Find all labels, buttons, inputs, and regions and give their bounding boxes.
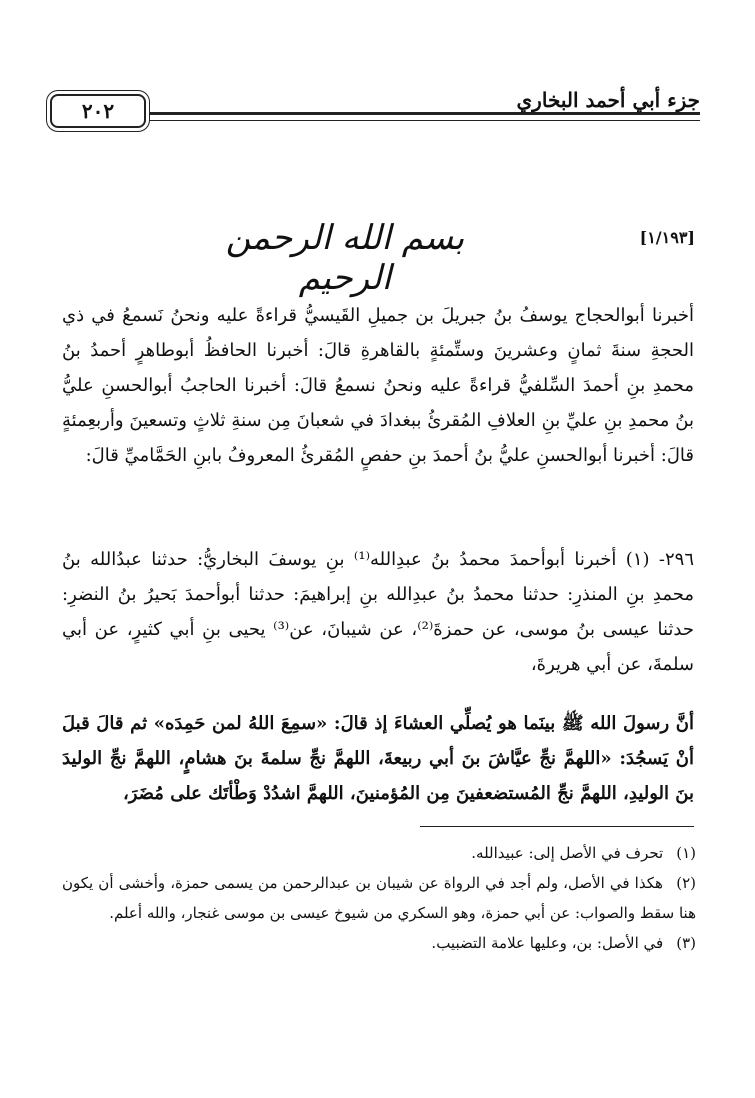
header-rule	[50, 112, 700, 121]
basmala: بسم الله الرحمن الرحيم	[225, 218, 465, 298]
hadith-matn: أنَّ رسولَ الله ﷺ بينَما هو يُصلِّي العشاءَ إذ قالَ: «سمِعَ اللهُ لمن حَمِدَه» ثم قالَ قبلَ أنْ يَسجُدَ: «اللهمَّ نجِّ عيَّاشَ بنَ أبي ربيعةَ، اللهمَّ نجِّ سلمةَ بنَ هشامٍ، اللهمَّ نجِّ الوليدَ بنَ الوليدِ، اللهمَّ نجِّ المُستضعفينَ مِن المُؤمنينَ، اللهمَّ اشدُدْ وَطْأتَك على مُضَرَ،	[62, 713, 694, 804]
footnote-number: (١)	[676, 844, 696, 862]
footnote-number: (٣)	[676, 934, 696, 952]
footnote-item	[62, 868, 696, 928]
manuscript-reference: [١/١٩٣]	[639, 228, 695, 247]
hadith-isnad: ٢٩٦- (١) أخبرنا أبوأحمدَ محمدُ بنُ عبدِالله⁽¹⁾ بنِ يوسفَ البخاريُّ: حدثنا عبدُالله بنُ محمدِ بنِ المنذرِ: حدثنا محمدُ بنُ عبدِالله بنِ إبراهيمَ: حدثنا أبوأحمدَ بَحيرُ بنُ النضرِ: حدثنا عيسى بنُ موسى، عن حمزةَ⁽²⁾، عن شيبانَ، عن⁽³⁾ يحيى بنِ أبي كثيرٍ، عن أبي سلمةَ، عن أبي هريرةَ،	[62, 549, 695, 675]
footnote-item	[62, 838, 696, 868]
footnote-text: تحرف في الأصل إلى: عبيدالله.	[471, 844, 664, 862]
page-number: ٢٠٢	[50, 94, 146, 128]
footnotes	[62, 838, 696, 958]
footnote-item	[62, 928, 696, 958]
footnote-text: في الأصل: بن، وعليها علامة التضبيب.	[431, 934, 664, 952]
footnote-number: (٢)	[676, 874, 696, 892]
footnote-separator	[420, 826, 694, 827]
book-title: جزء أبي أحمد البخاري	[509, 88, 700, 110]
isnad-intro: أخبرنا أبوالحجاج يوسفُ بنُ جبريلَ بن جميلِ القَيسيُّ قراءةً عليه ونحنُ نَسمعُ في ذي الحجةِ سنةَ ثمانٍ وعشرينَ وستِّمئةٍ بالقاهرةِ قالَ: أخبرنا الحافظُ أبوطاهرٍ أحمدُ بنُ محمدِ بنِ أحمدَ السِّلفيُّ قراءةً عليه ونحنُ نسمعُ قالَ: أخبرنا الحاجبُ أبوالحسنِ عليُّ بنُ محمدِ بنِ عليِّ بنِ العلافِ المُقرئُ ببغدادَ في شعبانَ مِن سنةِ ثلاثٍ وتسعينَ وأربعِمئةٍ قالَ: أخبرنا أبوالحسنِ عليُّ بنُ أحمدَ بنِ حفصٍ المُقرئُ المعروفُ بابنِ الحَمَّاميِّ قالَ:	[62, 305, 694, 466]
page-header	[50, 88, 700, 130]
footnote-text: هكذا في الأصل، ولم أجد في الرواة عن شيبان بن عبدالرحمن من يسمى حمزة، وأخشى أن يكون هنا سقط والصواب: عن أبي حمزة، وهو السكري من شيوخ عيسى بن موسى غنجار، والله أعلم.	[62, 874, 696, 922]
